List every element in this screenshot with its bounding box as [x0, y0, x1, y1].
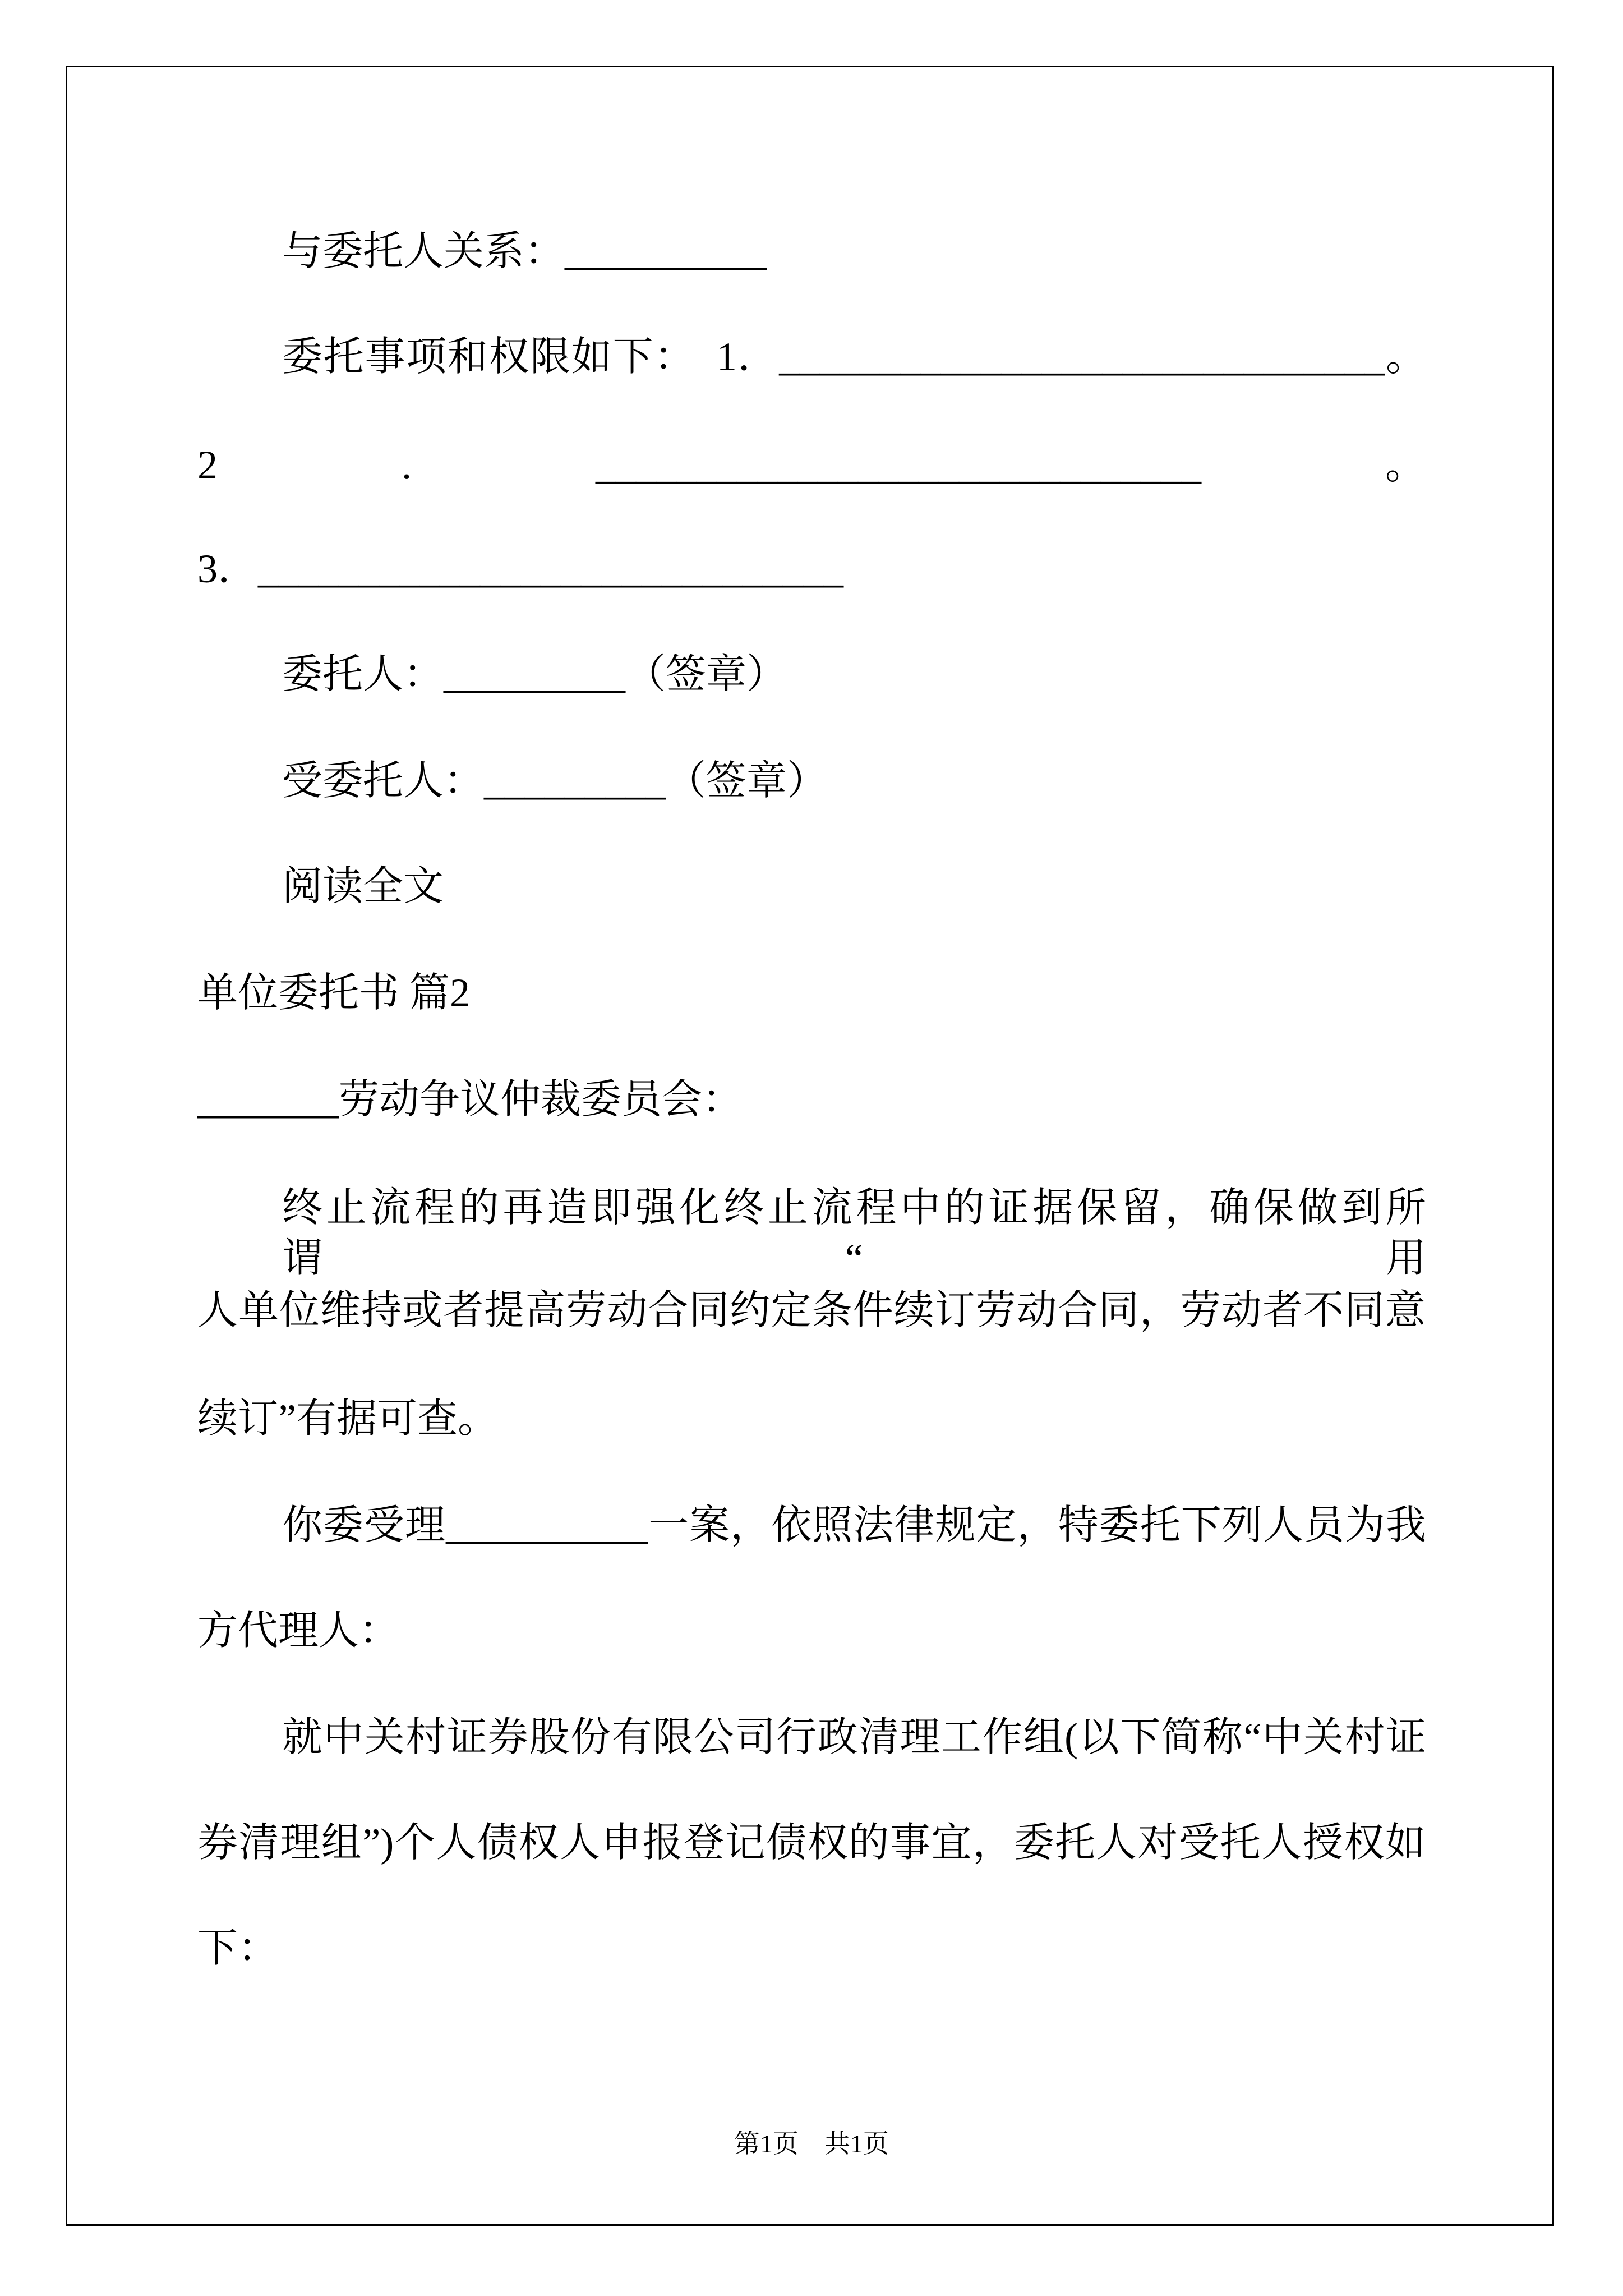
- authority-item-2: 2 . ______________________________ 。: [197, 443, 1426, 487]
- page-border: [66, 66, 1554, 2226]
- paragraph-line: 下：: [197, 1926, 279, 1971]
- agent-signature-line: 受委托人：_________（签章）: [282, 758, 828, 803]
- paragraph-line: 终止流程的再造即强化终止流程中的证据保留，确保做到所谓“用: [282, 1185, 1426, 1281]
- read-full-text-link[interactable]: 阅读全文: [282, 864, 444, 909]
- principal-signature-line: 委托人：_________（签章）: [282, 652, 787, 697]
- page-number-footer: 第1页 共1页: [734, 2129, 889, 2158]
- authority-item-1: 委托事项和权限如下： 1．______________________________。: [282, 334, 1426, 379]
- paragraph-line: 续订”有据可查。: [197, 1396, 498, 1441]
- relation-line: 与委托人关系：__________: [282, 229, 767, 274]
- authority-item-3: 3．_____________________________: [197, 546, 843, 591]
- paragraph-line: 券清理组”)个人债权人申报登记债权的事宜，委托人对受托人授权如: [197, 1820, 1426, 1865]
- paragraph-line: 就中关村证券股份有限公司行政清理工作组(以下简称“中关村证: [282, 1715, 1426, 1760]
- addressee-line: _______劳动争议仲裁委员会：: [197, 1077, 743, 1122]
- paragraph-line: 人单位维持或者提高劳动合同约定条件续订劳动合同，劳动者不同意: [197, 1288, 1426, 1333]
- paragraph-line: 方代理人：: [197, 1608, 400, 1653]
- section-heading: 单位委托书 篇2: [197, 970, 471, 1015]
- paragraph-line: 你委受理__________一案，依照法律规定，特委托下列人员为我: [282, 1503, 1426, 1548]
